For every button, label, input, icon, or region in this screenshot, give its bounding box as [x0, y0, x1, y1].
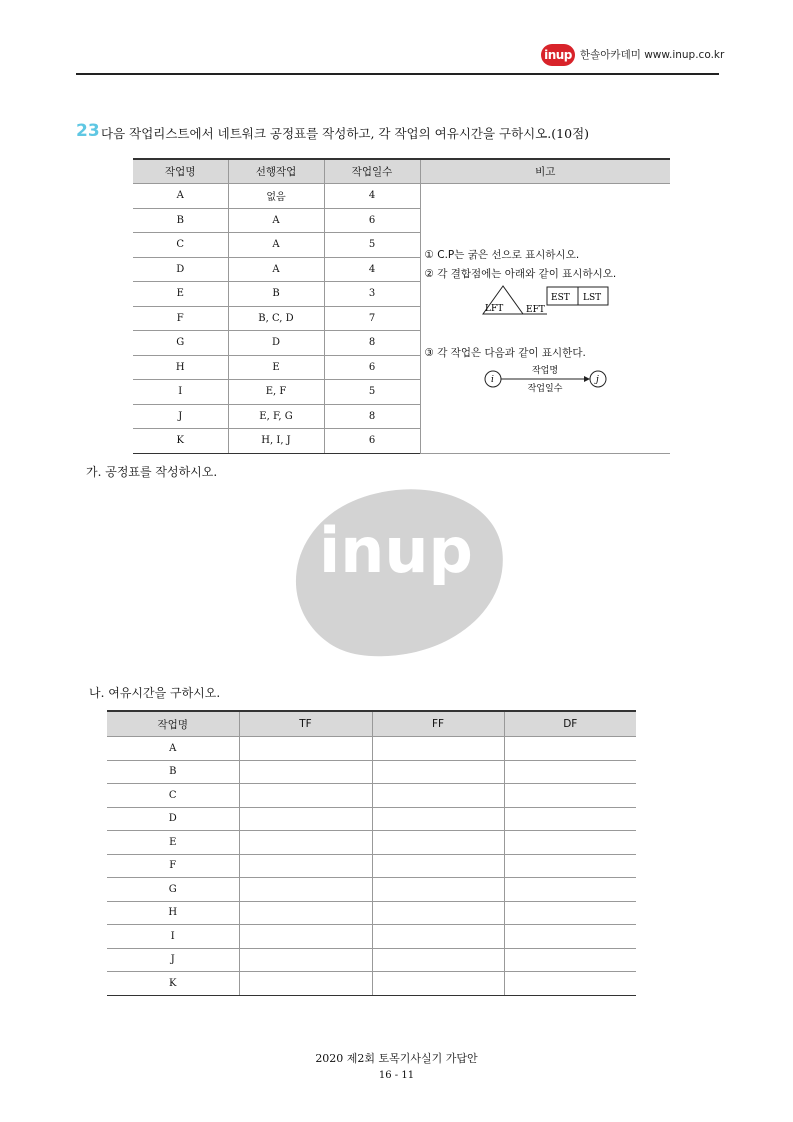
task-name-cell: B: [133, 208, 228, 233]
tf-answer-cell[interactable]: [239, 972, 372, 996]
tf-answer-cell[interactable]: [239, 737, 372, 761]
task-name-cell: E: [107, 831, 239, 855]
task-name-cell: A: [107, 737, 239, 761]
ff-answer-cell[interactable]: [372, 878, 504, 902]
node-est-label: EST: [550, 293, 570, 303]
tf-answer-cell[interactable]: [239, 878, 372, 902]
predecessor-cell: A: [228, 208, 324, 233]
predecessor-cell: E, F, G: [228, 404, 324, 429]
df-answer-cell[interactable]: [504, 737, 636, 761]
question-text: 다음 작업리스트에서 네트워크 공정표를 작성하고, 각 작업의 여유시간을 구하시오.(10점): [101, 126, 590, 141]
footer-title: 2020 제2회 토목기사실기 가답안: [315, 1052, 478, 1065]
table-row: [107, 878, 636, 902]
header-duration: 작업일수: [324, 159, 420, 184]
predecessor-cell: B: [228, 282, 324, 307]
ff-answer-cell[interactable]: [372, 925, 504, 949]
task-name-cell: A: [133, 184, 228, 209]
duration-cell: 3: [324, 282, 420, 307]
duration-cell: 6: [324, 355, 420, 380]
duration-cell: 6: [324, 208, 420, 233]
task-name-cell: B: [107, 760, 239, 784]
ff-answer-cell[interactable]: [372, 807, 504, 831]
header-df: DF: [504, 711, 636, 737]
task-name-cell: F: [107, 854, 239, 878]
tf-answer-cell[interactable]: [239, 807, 372, 831]
inup-watermark-logo: [288, 484, 505, 660]
table-row: [107, 925, 636, 949]
slack-time-table: [107, 710, 636, 996]
node-eft-label: EFT: [525, 305, 545, 315]
question-number: 23: [76, 121, 100, 141]
remark-2: ② 각 결합점에는 아래와 같이 표시하시오.: [424, 268, 617, 280]
tf-answer-cell[interactable]: [239, 925, 372, 949]
ff-answer-cell[interactable]: [372, 854, 504, 878]
predecessor-cell: H, I, J: [228, 429, 324, 454]
task-name-cell: K: [107, 972, 239, 996]
header-task-name: 작업명: [133, 159, 228, 184]
predecessor-cell: D: [228, 331, 324, 356]
task-name-cell: G: [107, 878, 239, 902]
header-tf: TF: [239, 711, 372, 737]
arrow-bottom-label: 작업일수: [527, 384, 562, 394]
header-remarks: 비고: [420, 159, 670, 184]
remark-3: ③ 각 작업은 다음과 같이 표시한다.: [424, 347, 586, 359]
table-row: [107, 854, 636, 878]
table-row: [107, 972, 636, 996]
task-name-cell: I: [107, 925, 239, 949]
duration-cell: 5: [324, 233, 420, 258]
header-ff: FF: [372, 711, 504, 737]
node-j-label: j: [595, 375, 599, 385]
table-row: [107, 831, 636, 855]
ff-answer-cell[interactable]: [372, 760, 504, 784]
arrow-top-label: 작업명: [531, 366, 558, 376]
node-lft-label: LFT: [484, 304, 503, 314]
header-brand: 한솔아카데미 www.inup.co.kr: [580, 49, 725, 61]
inup-logo: inup: [541, 44, 575, 66]
header-predecessor: 선행작업: [228, 159, 324, 184]
table-row: [107, 807, 636, 831]
activity-notation-diagram: [481, 360, 621, 396]
ff-answer-cell[interactable]: [372, 737, 504, 761]
df-answer-cell[interactable]: [504, 831, 636, 855]
task-name-cell: F: [133, 306, 228, 331]
tf-answer-cell[interactable]: [239, 760, 372, 784]
watermark-text: inup: [319, 514, 473, 587]
node-i-label: i: [490, 375, 494, 385]
task-name-cell: C: [107, 784, 239, 808]
task-name-cell: I: [133, 380, 228, 405]
table-row: [133, 184, 670, 209]
page-number: 16 - 11: [378, 1070, 415, 1081]
task-list-table: [133, 158, 670, 454]
df-answer-cell[interactable]: [504, 784, 636, 808]
predecessor-cell: A: [228, 233, 324, 258]
duration-cell: 8: [324, 404, 420, 429]
node-notation-diagram: [481, 284, 611, 318]
remarks-cell: [420, 184, 670, 454]
header-divider: [76, 73, 719, 75]
table-row: [107, 737, 636, 761]
task-name-cell: H: [133, 355, 228, 380]
table-row: [107, 784, 636, 808]
tf-answer-cell[interactable]: [239, 901, 372, 925]
task-name-cell: J: [133, 404, 228, 429]
df-answer-cell[interactable]: [504, 878, 636, 902]
ff-answer-cell[interactable]: [372, 948, 504, 972]
duration-cell: 4: [324, 184, 420, 209]
task-name-cell: D: [133, 257, 228, 282]
duration-cell: 8: [324, 331, 420, 356]
tf-answer-cell[interactable]: [239, 854, 372, 878]
duration-cell: 7: [324, 306, 420, 331]
tf-answer-cell[interactable]: [239, 831, 372, 855]
ff-answer-cell[interactable]: [372, 831, 504, 855]
sub-question-a: 가. 공정표를 작성하시오.: [86, 465, 218, 479]
duration-cell: 6: [324, 429, 420, 454]
df-answer-cell[interactable]: [504, 760, 636, 784]
task-name-cell: J: [107, 948, 239, 972]
task-name-cell: E: [133, 282, 228, 307]
df-answer-cell[interactable]: [504, 807, 636, 831]
header-task-name: 작업명: [107, 711, 239, 737]
tf-answer-cell[interactable]: [239, 784, 372, 808]
duration-cell: 5: [324, 380, 420, 405]
table-row: [107, 948, 636, 972]
df-answer-cell[interactable]: [504, 925, 636, 949]
task-name-cell: D: [107, 807, 239, 831]
task-name-cell: H: [107, 901, 239, 925]
ff-answer-cell[interactable]: [372, 972, 504, 996]
ff-answer-cell[interactable]: [372, 901, 504, 925]
duration-cell: 4: [324, 257, 420, 282]
task-name-cell: G: [133, 331, 228, 356]
predecessor-cell: B, C, D: [228, 306, 324, 331]
remark-1: ① C.P는 굵은 선으로 표시하시오.: [424, 249, 580, 261]
df-answer-cell[interactable]: [504, 854, 636, 878]
predecessor-cell: E, F: [228, 380, 324, 405]
df-answer-cell[interactable]: [504, 948, 636, 972]
sub-question-b: 나. 여유시간을 구하시오.: [89, 686, 221, 700]
task-name-cell: K: [133, 429, 228, 454]
table-row: [107, 901, 636, 925]
df-answer-cell[interactable]: [504, 972, 636, 996]
ff-answer-cell[interactable]: [372, 784, 504, 808]
table-row: [107, 760, 636, 784]
tf-answer-cell[interactable]: [239, 948, 372, 972]
predecessor-cell: A: [228, 257, 324, 282]
predecessor-cell: E: [228, 355, 324, 380]
predecessor-cell: 없음: [228, 184, 324, 209]
node-lst-label: LST: [582, 293, 601, 303]
task-name-cell: C: [133, 233, 228, 258]
df-answer-cell[interactable]: [504, 901, 636, 925]
